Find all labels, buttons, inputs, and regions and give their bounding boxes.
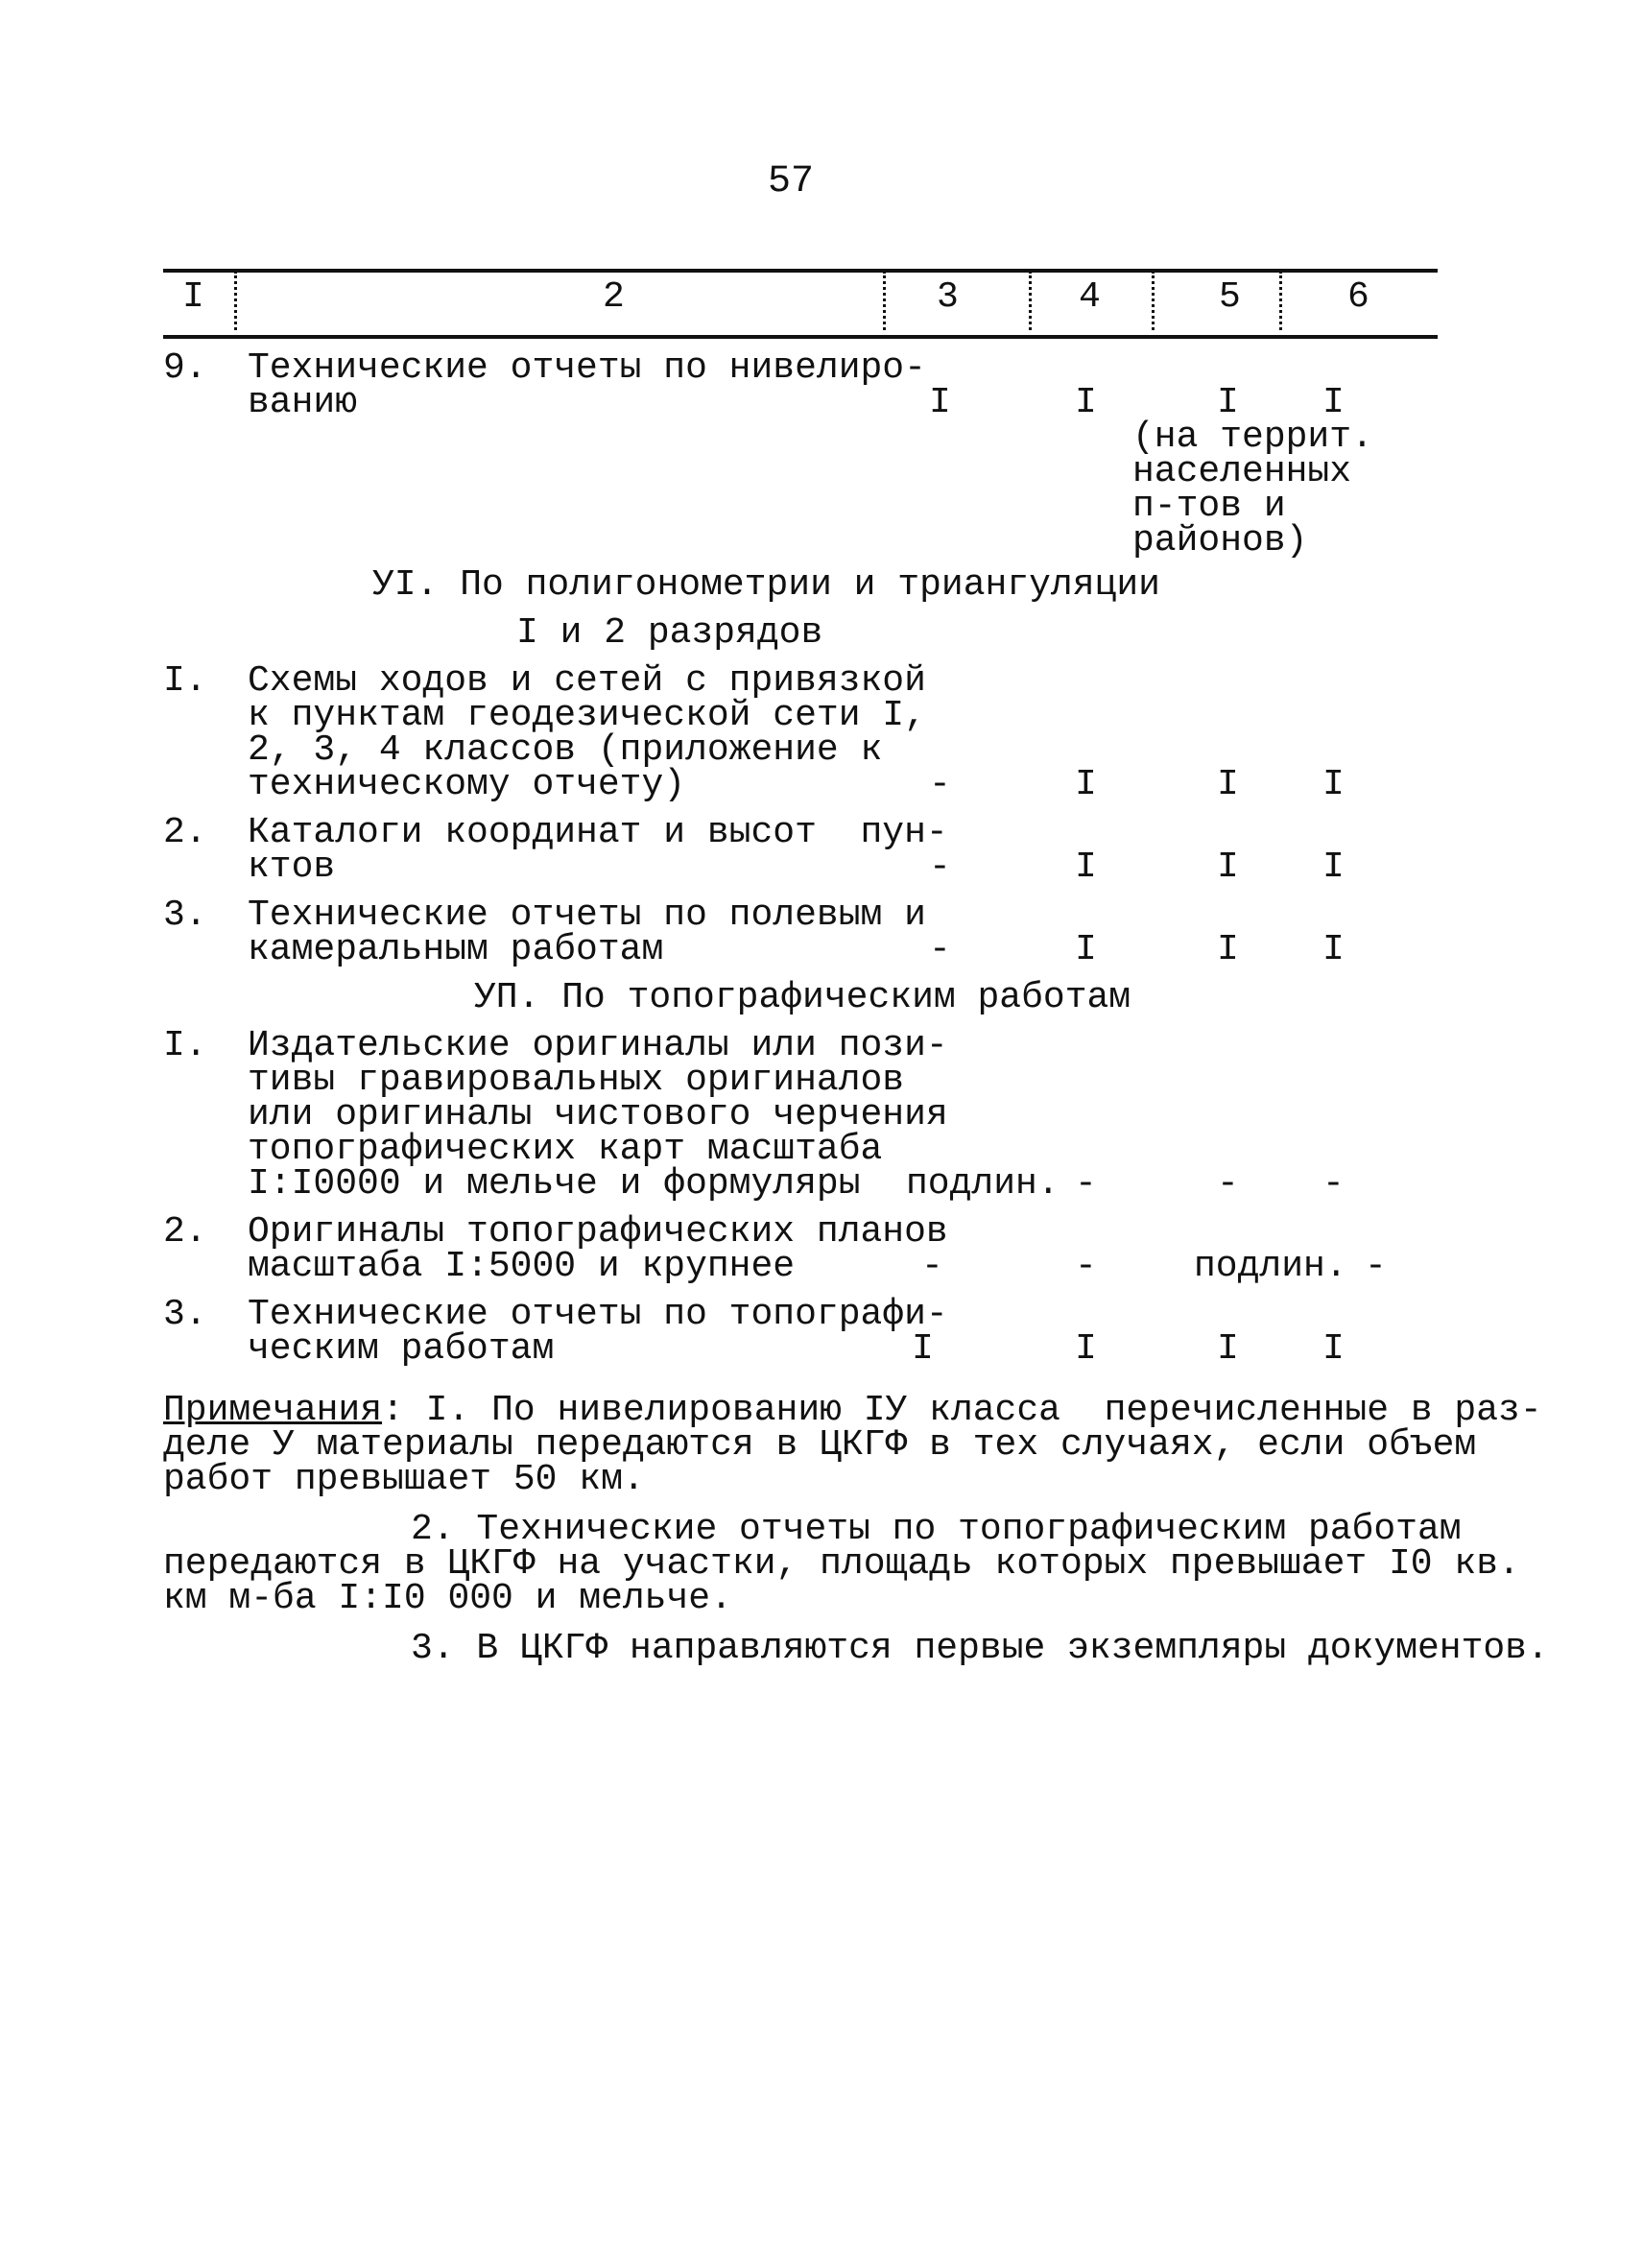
cell-col6: I [1322,929,1345,970]
note-1-text: : I. По нивелированию IУ класса перечисленные в раз- [382,1390,1542,1431]
column-header-2: 2 [603,276,625,318]
cell-col3: - [929,929,951,970]
table-header-rule [163,335,1438,339]
note-3-line: 3. В ЦКГФ направляются первые экземпляры документов. [411,1628,1549,1669]
cell-col5: - [1217,1163,1239,1205]
column-separator [883,271,886,330]
column-header-1: I [182,276,204,318]
column-header-5: 5 [1219,276,1241,318]
cell-col6: I [1322,1328,1345,1370]
row-text-line: Каталоги координат и высот пун- [248,812,948,853]
cell-col4: I [1075,847,1097,888]
cell-col5: I [1217,847,1239,888]
row-text-line: или оригиналы чистового черчения [248,1094,948,1135]
note-1-line [163,1390,1542,1431]
cell-note-line: (на террит. [1132,417,1373,458]
cell-col5: подлин. [1194,1246,1347,1287]
cell-col5: I [1217,929,1239,970]
cell-col3: подлин. [906,1163,1060,1205]
note-2-line: передаются в ЦКГФ на участки, площадь которых превышает I0 кв. [163,1543,1520,1585]
row-text-line: ческим работам [248,1328,555,1370]
cell-col6: I [1322,764,1345,805]
cell-col4: I [1075,929,1097,970]
row-text-line: к пунктам геодезической сети I, [248,695,926,736]
column-separator [1029,271,1032,330]
cell-col4: I [1075,382,1097,423]
row-text-line: Технические отчеты по топографи- [248,1294,948,1335]
cell-col3: - [929,847,951,888]
note-2-line: км м-ба I:I0 000 и мельче. [163,1578,732,1619]
column-header-4: 4 [1079,276,1101,318]
cell-col3: I [912,1328,934,1370]
cell-col5: I [1217,382,1239,423]
row-text-line: Технические отчеты по нивелиро- [248,347,926,389]
column-header-3: 3 [937,276,959,318]
row-text-line: 2, 3, 4 классов (приложение к [248,729,883,771]
cell-col3: - [921,1246,943,1287]
row-text-line: ванию [248,382,358,423]
cell-col3: - [929,764,951,805]
row-text-line: камеральным работам [248,929,664,970]
cell-note-line: п-тов и [1132,486,1286,527]
row-number: I. [163,660,207,702]
row-text-line: Оригиналы топографических планов [248,1211,948,1253]
row-number: I. [163,1025,207,1066]
row-text-line: топографических карт масштаба [248,1129,883,1170]
row-text-line: масштаба I:5000 и крупнее [248,1246,796,1287]
note-2-line: 2. Технические отчеты по топографическим работам [411,1509,1462,1550]
cell-col4: - [1075,1246,1097,1287]
row-number: 3. [163,895,207,936]
section-title: УI. По полигонометрии и триангуляции [372,564,1160,606]
cell-col6: - [1322,1163,1345,1205]
cell-col4: - [1075,1163,1097,1205]
column-separator [234,271,237,330]
row-text-line: I:I0000 и мельче и формуляры [248,1163,861,1205]
row-number: 2. [163,812,207,853]
column-separator [1152,271,1155,330]
cell-col3: I [929,382,951,423]
cell-note-line: районов) [1132,520,1308,561]
note-1-line: работ превышает 50 км. [163,1459,645,1500]
row-number: 9. [163,347,207,389]
section-subtitle: I и 2 разрядов [516,612,823,654]
section-title: УП. По топографическим работам [474,977,1131,1018]
row-number: 2. [163,1211,207,1253]
cell-col4: I [1075,1328,1097,1370]
cell-col6: I [1322,382,1345,423]
row-number: 3. [163,1294,207,1335]
cell-note-line: населенных [1132,451,1352,492]
row-text-line: техническому отчету) [248,764,686,805]
row-text-line: Технические отчеты по полевым и [248,895,926,936]
row-text-line: Издательские оригиналы или пози- [248,1025,948,1066]
cell-col5: I [1217,1328,1239,1370]
cell-col6: I [1322,847,1345,888]
table-top-rule [163,269,1438,273]
row-text-line: тивы гравировальных оригиналов [248,1060,905,1101]
row-text-line: ктов [248,847,336,888]
row-text-line: Схемы ходов и сетей с привязкой [248,660,926,702]
cell-col4: I [1075,764,1097,805]
note-1-line: деле У материалы передаются в ЦКГФ в тех случаях, если объем [163,1424,1477,1466]
notes-label: Примечания [163,1390,383,1431]
page-number: 57 [768,160,815,203]
column-separator [1279,271,1282,330]
cell-col5: I [1217,764,1239,805]
column-header-6: 6 [1347,276,1369,318]
cell-col6: - [1365,1246,1387,1287]
